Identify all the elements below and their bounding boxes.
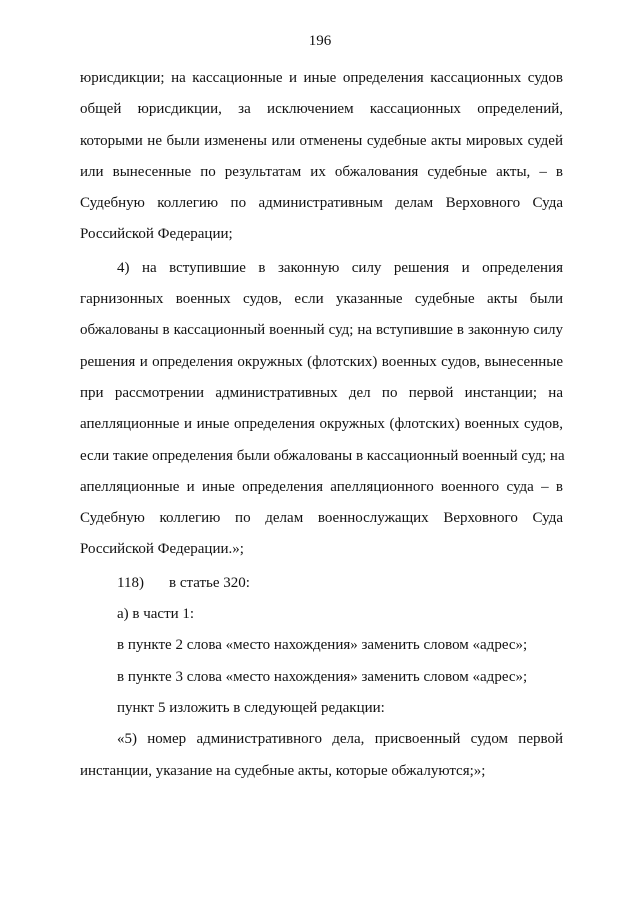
text-line: Судебную коллегию по делам военнослужащих Верховного Суда [80, 510, 563, 527]
page-number: 196 [308, 33, 332, 49]
text-line: обжалованы в кассационный военный суд; на вступившие в законную силу [80, 322, 563, 339]
paragraph-item-4 [80, 253, 563, 566]
text-line: в пункте 2 слова «место нахождения» заменить словом «адрес»; [117, 637, 528, 654]
text-line: Российской Федерации; [80, 226, 233, 243]
subitem-a [80, 599, 563, 630]
text-line: общей юрисдикции, за исключением кассационных определений, [80, 101, 563, 118]
text-line: решения и определения окружных (флотских) военных судов, вынесенные [80, 353, 563, 370]
text-line: если такие определения были обжалованы в кассационный военный суд; на [80, 447, 565, 464]
text-line: апелляционные и иные определения апелляционного военного суда – в [80, 478, 563, 495]
text-line: «5) номер административного дела, присвоенный судом первой [117, 731, 563, 748]
amendment-point-3 [80, 662, 563, 693]
text-line: или вынесенные по результатам их обжалования судебные акты, – в [80, 163, 563, 180]
paragraph-continuation [80, 63, 563, 251]
document-body [80, 63, 563, 787]
text-line: при рассмотрении административных дел по первой инстанции; на [80, 384, 563, 401]
item-118 [80, 568, 563, 599]
text-line: 4) на вступившие в законную силу решения и определения [117, 259, 563, 276]
text-line: инстанции, указание на судебные акты, которые обжалуются;»; [80, 762, 486, 779]
item-number: 118) [117, 574, 144, 591]
text-line: Российской Федерации.»; [80, 541, 244, 558]
text-line: Судебную коллегию по административным делам Верховного Суда [80, 195, 563, 212]
text-line: юрисдикции; на кассационные и иные определения кассационных судов [80, 70, 563, 86]
new-point-5-text [80, 724, 563, 787]
item-text: в статье 320: [169, 574, 250, 591]
text-line: в пункте 3 слова «место нахождения» заменить словом «адрес»; [117, 668, 528, 685]
text-line: апелляционные и иные определения окружных (флотских) военных судов, [80, 416, 563, 433]
text-line: гарнизонных военных судов, если указанные судебные акты были [80, 291, 563, 308]
text-line: пункт 5 изложить в следующей редакции: [117, 699, 385, 716]
text-line [80, 568, 563, 599]
text-line: которыми не были изменены или отменены судебные акты мировых судей [80, 132, 563, 149]
amendment-point-2 [80, 630, 563, 661]
amendment-point-5 [80, 693, 563, 724]
text-line: а) в части 1: [117, 606, 195, 623]
